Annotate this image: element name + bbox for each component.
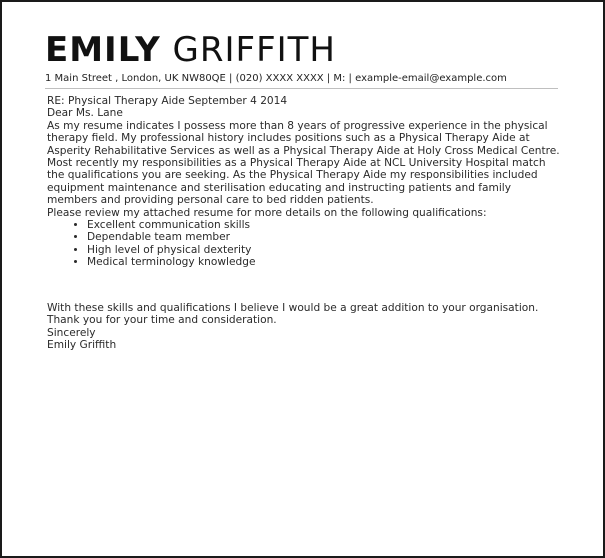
- qualifications-list: [47, 219, 562, 269]
- paragraph-responsibilities: Most recently my responsibilities as a Physical Therapy Aide at NCL University Hospital match the qualifications you are seeking. As the Physical Therapy Aide my responsibilities included equipment maintenance and sterilisation educating and instructing patients and family members and providing personal care to bed ridden patients.: [47, 157, 546, 207]
- letter-header: [45, 30, 507, 85]
- applicant-name: [45, 30, 507, 70]
- sign-off: Sincerely: [47, 326, 96, 339]
- salutation: Dear Ms. Lane: [47, 107, 123, 120]
- paragraph-review: Please review my attached resume for more details on the following qualifications:: [47, 206, 487, 219]
- list-item: • Dependable team member: [87, 231, 562, 243]
- last-name: GRIFFITH: [172, 30, 336, 70]
- re-line: RE: Physical Therapy Aide September 4 2014: [47, 95, 288, 107]
- list-item: • Medical terminology knowledge: [87, 256, 562, 268]
- letter-body: [47, 95, 562, 351]
- first-name: EMILY: [45, 30, 161, 70]
- closing-paragraph: With these skills and qualifications I believe I would be a great addition to your organisation. Thank you for your time and consideration.: [47, 301, 539, 327]
- list-item: • Excellent communication skills: [87, 219, 562, 231]
- paragraph-experience: As my resume indicates I possess more than 8 years of progressive experience in the physical therapy field. My professional history includes positions such as a Physical Therapy Aide at Asperity Rehabilitative Services as well as a Physical Therapy Aide at Holy Cross Medical Centre.: [47, 119, 560, 157]
- list-item: • High level of physical dexterity: [87, 244, 562, 256]
- header-divider: [45, 88, 558, 89]
- contact-line: 1 Main Street , London, UK NW80QE | (020) XXXX XXXX | M: | example-email@example.com: [45, 73, 507, 84]
- signature-name: Emily Griffith: [47, 338, 117, 351]
